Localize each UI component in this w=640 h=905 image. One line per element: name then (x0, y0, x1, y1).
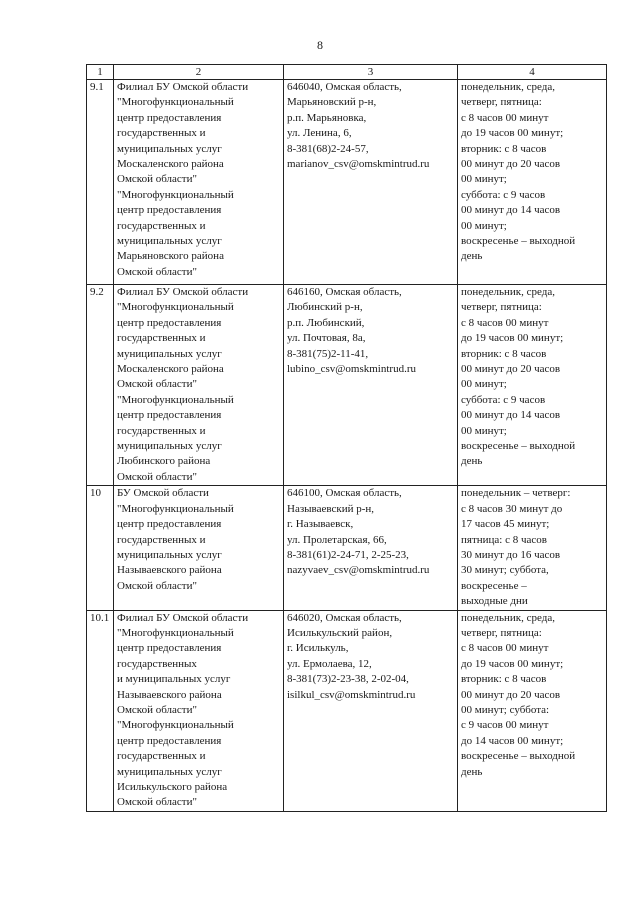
text-line: Омской области" (117, 173, 197, 186)
text-line: центр предоставления (117, 734, 222, 747)
text-line: 00 минут до 20 часов (461, 363, 561, 376)
text-line: 00 минут до 20 часов (461, 158, 561, 171)
column-header-2: 2 (114, 65, 284, 80)
text-line: понедельник, среда, (461, 611, 555, 624)
text-line: день (461, 765, 483, 778)
working-hours-cell (458, 80, 607, 285)
text-line: пятница: с 8 часов (461, 533, 547, 546)
text-line: муниципальных услуг (117, 765, 222, 778)
text-line: государственных и (117, 533, 206, 546)
text-line: день (461, 250, 483, 263)
table-header-row (87, 65, 607, 80)
text-line: Называевского района (117, 564, 222, 577)
text-line: 8-381(68)2-24-57, (287, 142, 369, 155)
text-line: "Многофункциональный (117, 188, 234, 201)
text-line: государственных и (117, 127, 206, 140)
row-number: 9.2 (87, 285, 114, 486)
text-line: 00 минут; (461, 424, 507, 437)
text-line: 00 минут до 20 часов (461, 688, 561, 701)
text-line: р.п. Любинский, (287, 316, 365, 329)
text-line: 00 минут; (461, 173, 507, 186)
text-line: до 19 часов 00 минут; (461, 127, 564, 140)
branches-table (86, 64, 607, 812)
organization-name-cell (114, 285, 284, 486)
table-row (87, 285, 607, 486)
text-line: воскресенье – выходной (461, 235, 576, 248)
text-line: суббота: с 9 часов (461, 188, 546, 201)
text-line: nazyvaev_csv@omskmintrud.ru (287, 564, 430, 577)
text-line: центр предоставления (117, 111, 222, 124)
text-line: 30 минут; суббота, (461, 564, 549, 577)
text-line: Омской области" (117, 796, 197, 809)
table-row (87, 80, 607, 285)
text-line: четверг, пятница: (461, 626, 542, 639)
text-line: муниципальных услуг (117, 440, 222, 453)
column-header-4: 4 (458, 65, 607, 80)
text-line: 00 минут до 14 часов (461, 409, 561, 422)
text-line: государственных и (117, 219, 206, 232)
text-line: Омской области" (117, 579, 197, 592)
address-contacts-cell (284, 285, 458, 486)
text-line: Филиал БУ Омской области (117, 286, 249, 298)
text-line: 8-381(61)2-24-71, 2-25-23, (287, 548, 409, 561)
text-line: Называевский р-н, (287, 502, 375, 515)
organization-name-cell (114, 610, 284, 811)
text-line: суббота: с 9 часов (461, 393, 546, 406)
text-line: центр предоставления (117, 204, 222, 217)
text-line: воскресенье – выходной (461, 440, 576, 453)
text-line: день (461, 455, 483, 468)
row-number: 9.1 (87, 80, 114, 285)
working-hours-cell (458, 610, 607, 811)
text-line: с 9 часов 00 минут (461, 719, 549, 732)
text-line: Омской области" (117, 703, 197, 716)
text-line: государственных (117, 657, 197, 670)
address-contacts-cell (284, 610, 458, 811)
text-line: 646040, Омская область, (287, 81, 402, 93)
address-contacts-cell (284, 486, 458, 610)
text-line: Исилькульский район, (287, 626, 393, 639)
text-line: "Многофункциональный (117, 301, 234, 314)
text-line: выходные дни (461, 595, 528, 608)
text-line: Омской области" (117, 470, 197, 483)
working-hours-cell (458, 285, 607, 486)
column-header-1: 1 (87, 65, 114, 80)
address-contacts-cell (284, 80, 458, 285)
text-line: Любинского района (117, 455, 211, 468)
text-line: Москаленского района (117, 363, 224, 376)
column-header-3: 3 (284, 65, 458, 80)
text-line: с 8 часов 00 минут (461, 316, 549, 329)
text-line: государственных и (117, 332, 206, 345)
text-line: четверг, пятница: (461, 301, 542, 314)
text-line: lubino_csv@omskmintrud.ru (287, 363, 416, 376)
row-number: 10.1 (87, 610, 114, 811)
text-line: "Многофункциональный (117, 502, 234, 515)
text-line: Омской области" (117, 265, 197, 278)
text-line: муниципальных услуг (117, 142, 222, 155)
text-line: центр предоставления (117, 642, 222, 655)
text-line: Филиал БУ Омской области (117, 611, 249, 624)
text-line: до 19 часов 00 минут; (461, 657, 564, 670)
text-line: 646100, Омская область, (287, 487, 402, 500)
working-hours-cell (458, 486, 607, 610)
text-line: и муниципальных услуг (117, 673, 231, 686)
text-line: вторник: с 8 часов (461, 673, 547, 686)
page-number: 8 (317, 38, 323, 52)
row-number: 10 (87, 486, 114, 610)
text-line: 00 минут; (461, 219, 507, 232)
text-line: г. Называевск, (287, 518, 354, 531)
text-line: вторник: с 8 часов (461, 347, 547, 360)
text-line: БУ Омской области (117, 487, 209, 500)
text-line: государственных и (117, 424, 206, 437)
table-row (87, 610, 607, 811)
text-line: центр предоставления (117, 409, 222, 422)
text-line: Омской области" (117, 378, 197, 391)
text-line: Любинский р-н, (287, 301, 363, 314)
text-line: с 8 часов 00 минут (461, 642, 549, 655)
text-line: ул. Пролетарская, 66, (287, 533, 387, 546)
text-line: муниципальных услуг (117, 235, 222, 248)
organization-name-cell (114, 486, 284, 610)
text-line: Марьяновского района (117, 250, 224, 263)
text-line: Филиал БУ Омской области (117, 81, 249, 93)
text-line: понедельник – четверг: (461, 487, 571, 500)
text-line: вторник: с 8 часов (461, 142, 547, 155)
text-line: 00 минут; (461, 378, 507, 391)
text-line: г. Исилькуль, (287, 642, 349, 655)
text-line: Марьяновский р-н, (287, 96, 377, 109)
text-line: государственных и (117, 750, 206, 763)
text-line: 8-381(75)2-11-41, (287, 347, 369, 360)
text-line: marianov_csv@omskmintrud.ru (287, 158, 430, 171)
text-line: р.п. Марьяновка, (287, 111, 367, 124)
text-line: ул. Почтовая, 8а, (287, 332, 366, 345)
text-line: муниципальных услуг (117, 548, 222, 561)
text-line: Называевского района (117, 688, 222, 701)
text-line: 00 минут до 14 часов (461, 204, 561, 217)
text-line: 00 минут; суббота: (461, 703, 550, 716)
text-line: понедельник, среда, (461, 81, 555, 93)
text-line: до 19 часов 00 минут; (461, 332, 564, 345)
text-line: "Многофункциональный (117, 626, 234, 639)
text-line: isilkul_csv@omskmintrud.ru (287, 688, 416, 701)
organization-name-cell (114, 80, 284, 285)
text-line: с 8 часов 00 минут (461, 111, 549, 124)
text-line: 8-381(73)2-23-38, 2-02-04, (287, 673, 409, 686)
text-line: понедельник, среда, (461, 286, 555, 298)
text-line: четверг, пятница: (461, 96, 542, 109)
text-line: центр предоставления (117, 518, 222, 531)
text-line: с 8 часов 30 минут до (461, 502, 563, 515)
text-line: ул. Ермолаева, 12, (287, 657, 372, 670)
text-line: ул. Ленина, 6, (287, 127, 352, 140)
text-line: 646160, Омская область, (287, 286, 402, 298)
text-line: воскресенье – выходной (461, 750, 576, 763)
text-line: центр предоставления (117, 316, 222, 329)
text-line: Москаленского района (117, 158, 224, 171)
text-line: 646020, Омская область, (287, 611, 402, 624)
text-line: "Многофункциональный (117, 719, 234, 732)
text-line: 17 часов 45 минут; (461, 518, 550, 531)
text-line: до 14 часов 00 минут; (461, 734, 564, 747)
text-line: воскресенье – (461, 579, 527, 592)
text-line: муниципальных услуг (117, 347, 222, 360)
table-row (87, 486, 607, 610)
text-line: "Многофункциональный (117, 393, 234, 406)
text-line: "Многофункциональный (117, 96, 234, 109)
text-line: Исилькульского района (117, 781, 228, 793)
text-line: 30 минут до 16 часов (461, 548, 561, 561)
